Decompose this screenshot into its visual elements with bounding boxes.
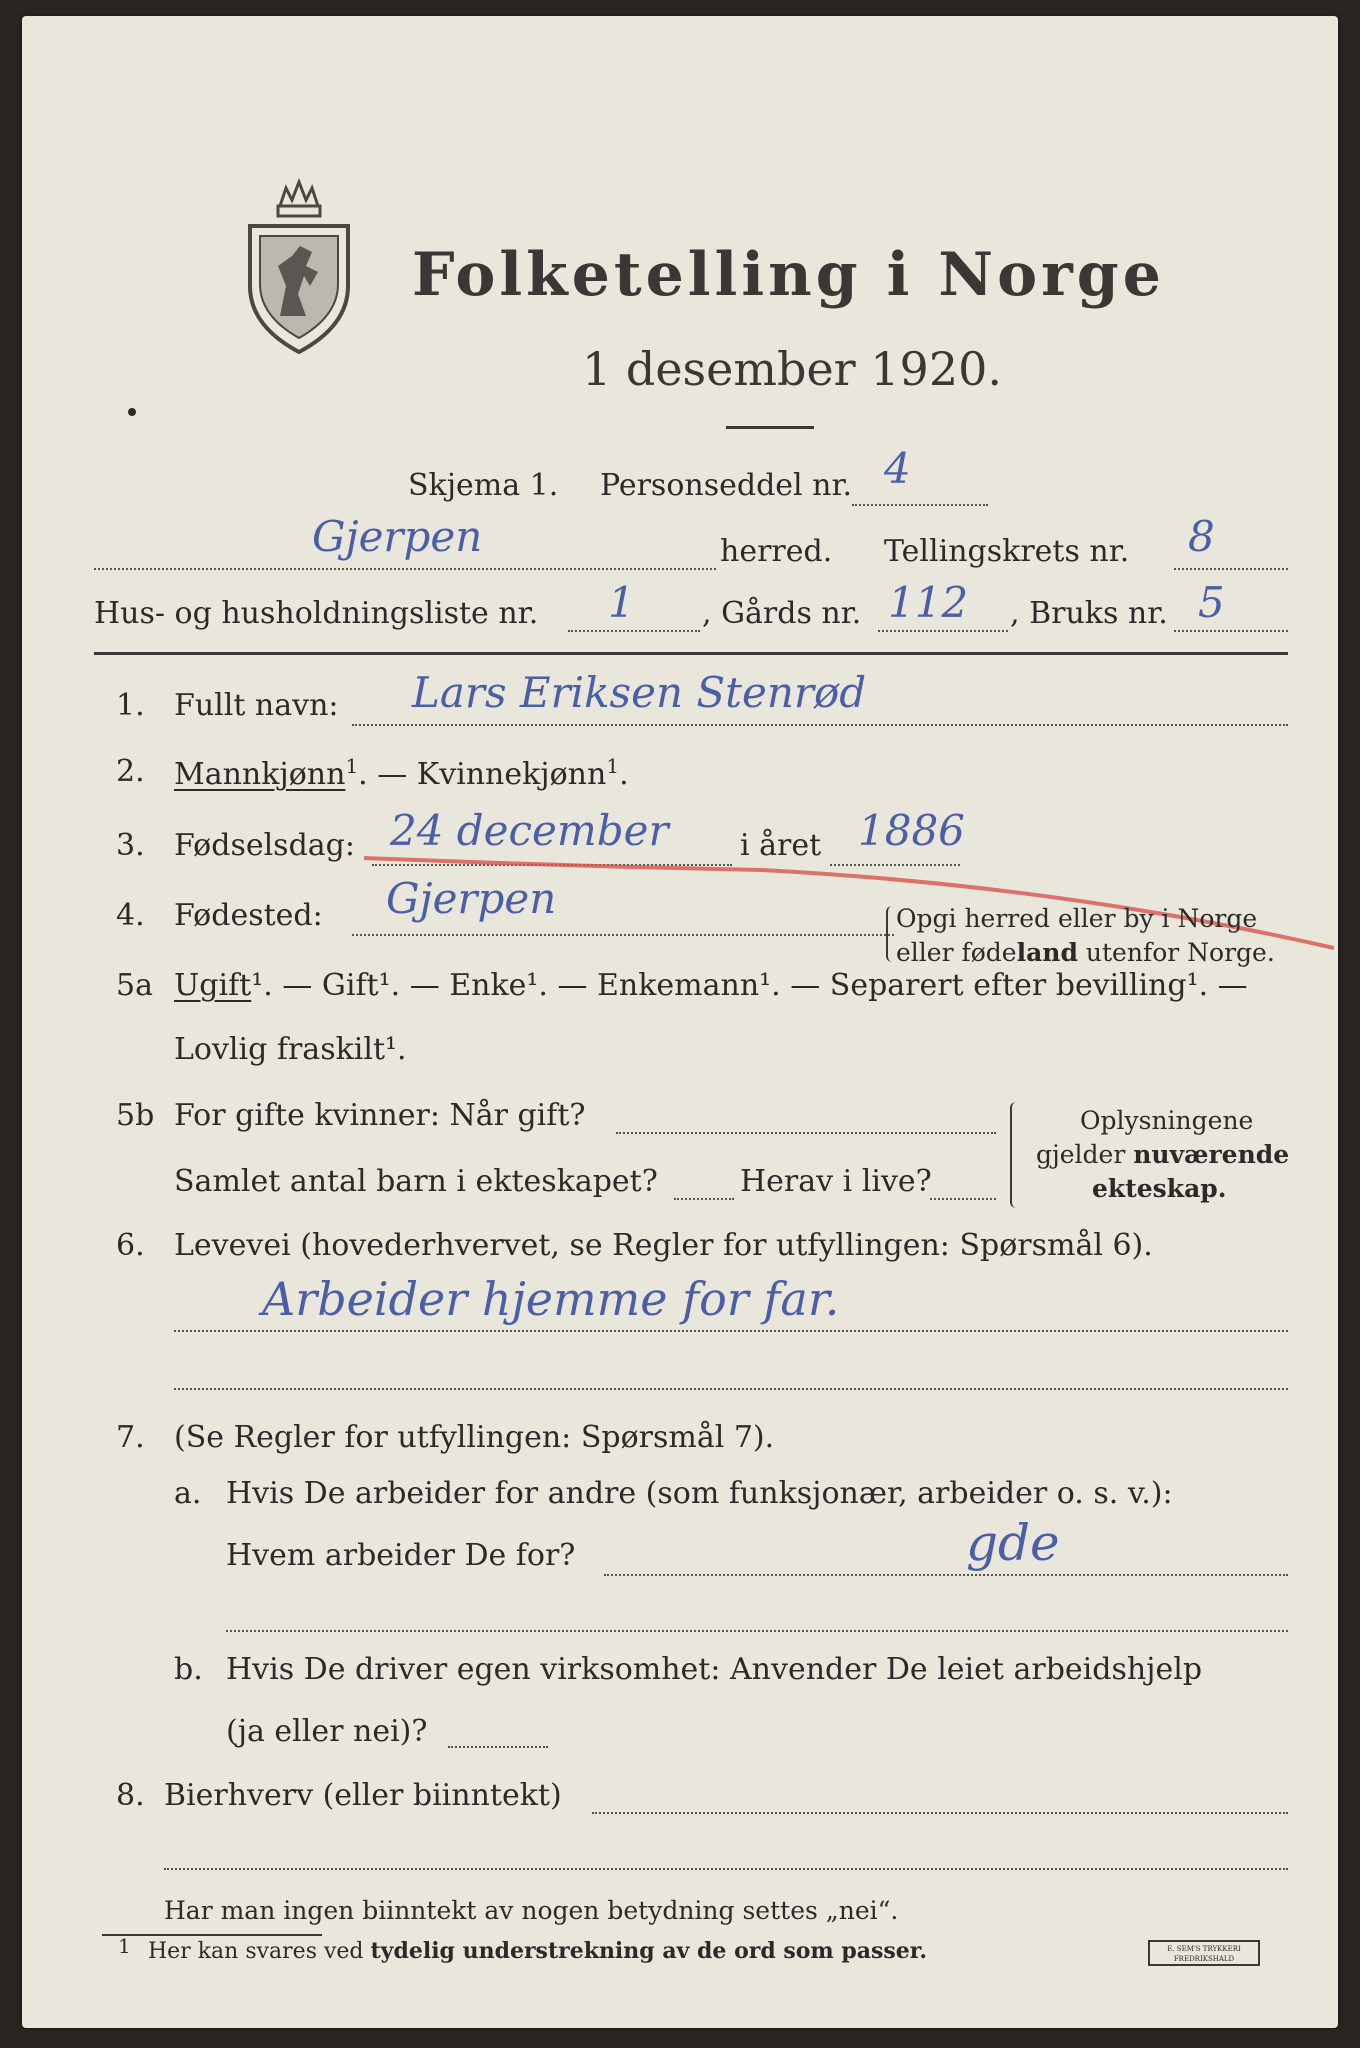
occupation-value[interactable]: Arbeider hjemme for far. [262,1272,840,1326]
q1-line [352,724,1288,726]
hus-line [568,630,700,632]
q6-number: 6. [116,1228,145,1263]
q2-number: 2. [116,754,145,789]
personseddel-line [852,504,988,506]
q5b-note3: ekteskap. [1092,1174,1227,1203]
note-text: gjelder [1036,1140,1134,1169]
birthplace-value[interactable]: Gjerpen [386,874,557,923]
bruks-label: , Bruks nr. [1010,596,1168,631]
male-option[interactable]: Mannkjønn [174,757,346,792]
footnote-text-plain: Her kan svares ved [148,1939,371,1964]
q7b-letter: b. [174,1652,203,1687]
q2-sex-options [174,754,629,792]
tellingskrets-value[interactable]: 8 [1188,512,1215,561]
q6-line2 [174,1388,1288,1390]
q6-line1 [174,1330,1288,1332]
bruks-value[interactable]: 5 [1198,578,1225,627]
q8-label: Bierhverv (eller biinntekt) [164,1778,562,1813]
bruks-line [1174,630,1288,632]
q7b-line1: Hvis De driver egen virksomhet: Anvender De leiet arbeidshjelp [226,1652,1203,1687]
tellingskrets-line [1174,568,1288,570]
q4-note-line2 [896,938,1275,967]
q3-number: 3. [116,828,145,863]
q8-line2 [164,1868,1288,1870]
footnote-text-bold: tydelig understrekning av de ord som passer. [370,1938,928,1964]
q5b-line2b: Herav i live? [740,1164,932,1199]
q5b-number: 5b [116,1098,155,1133]
q8-note: Har man ingen biinntekt av nogen betydning settes „nei“. [164,1896,899,1925]
full-name-value[interactable]: Lars Eriksen Stenrød [412,668,867,717]
personseddel-label: Personseddel nr. [600,468,853,503]
q7a-letter: a. [174,1476,202,1511]
q5b-alive-line [930,1198,996,1200]
header-rule [94,652,1288,655]
q5a-number: 5a [116,968,153,1003]
q7a-employer-line [604,1574,1288,1576]
gards-value[interactable]: 112 [888,578,969,627]
herred-line [94,568,716,570]
q3-label: Fødselsdag: [174,828,355,863]
employer-value[interactable]: gde [966,1514,1060,1572]
q4-line [352,934,894,936]
footnote-rule [102,1934,322,1936]
q5b-note-brace [1010,1102,1022,1208]
margin-dot [128,408,136,416]
q7b-line2: (ja eller nei)? [226,1714,428,1749]
footnote-ref: 1 [606,754,620,778]
title-divider [726,426,814,429]
q8-number: 8. [116,1778,145,1813]
q7a-line1: Hvis De arbeider for andre (som funksjonær, arbeider o. s. v.): [226,1476,1173,1511]
q7-number: 7. [116,1420,145,1455]
census-form [22,16,1338,2028]
footnote-mark: 1 [118,1934,131,1958]
q5b-note2 [1036,1140,1289,1169]
form-title: Folketelling i Norge [412,240,1165,310]
marital-options[interactable]: ¹. — Gift¹. — Enke¹. — Enkemann¹. — Separert efter bevilling¹. — [251,968,1248,1003]
q1-number: 1. [116,688,145,723]
footnote-text [148,1938,927,1964]
q7-label: (Se Regler for utfyllingen: Spørsmål 7). [174,1420,775,1455]
q5b-when-line [616,1132,996,1134]
q5b-line1: For gifte kvinner: Når gift? [174,1098,586,1133]
q8-line1 [592,1812,1288,1814]
gards-label: , Gårds nr. [702,596,862,631]
q5a-options [174,968,1248,1003]
q5b-children-line [674,1198,734,1200]
hus-value[interactable]: 1 [608,578,635,627]
ugift-option[interactable]: Ugift [174,968,252,1003]
herred-label: herred. [720,534,833,569]
q7a-line3 [226,1630,1288,1632]
q4-number: 4. [116,898,145,933]
note-text-bold: nuværende [1133,1140,1290,1169]
separator: . — [358,757,417,792]
q7a-line2: Hvem arbeider De for? [226,1538,576,1573]
census-date: 1 desember 1920. [582,342,1002,396]
q5a-line2[interactable]: Lovlig fraskilt¹. [174,1032,407,1067]
herred-value[interactable]: Gjerpen [312,512,483,561]
gards-line [878,630,1008,632]
q6-label: Levevei (hovederhvervet, se Regler for utfyllingen: Spørsmål 6). [174,1228,1153,1263]
q7b-answer-line [448,1746,548,1748]
female-option[interactable]: Kvinnekjønn [416,757,607,792]
q4-note-line1: Opgi herred eller by i Norge [896,904,1258,933]
tellingskrets-label: Tellingskrets nr. [884,534,1130,569]
period: . [619,757,629,792]
birth-date-value[interactable]: 24 december [390,806,669,855]
schema-label: Skjema 1. [408,468,559,503]
note-text: utenfor Norge. [1077,938,1275,967]
printer-stamp: E. SEM'S TRYKKERI FREDRIKSHALD [1148,1940,1260,1966]
birth-year-value[interactable]: 1886 [858,806,965,855]
footnote-ref: 1 [345,754,359,778]
q4-label: Fødested: [174,898,323,933]
q1-label: Fullt navn: [174,688,339,723]
hus-label: Hus- og husholdningsliste nr. [94,596,539,631]
personseddel-value[interactable]: 4 [884,444,911,493]
note-text-bold: land [1016,938,1078,967]
note-text: eller føde [896,938,1017,967]
year-label: i året [740,828,822,863]
q5b-line2a: Samlet antal barn i ekteskapet? [174,1164,658,1199]
norway-coat-of-arms-icon [240,176,358,356]
q5b-note1: Oplysningene [1080,1106,1254,1135]
